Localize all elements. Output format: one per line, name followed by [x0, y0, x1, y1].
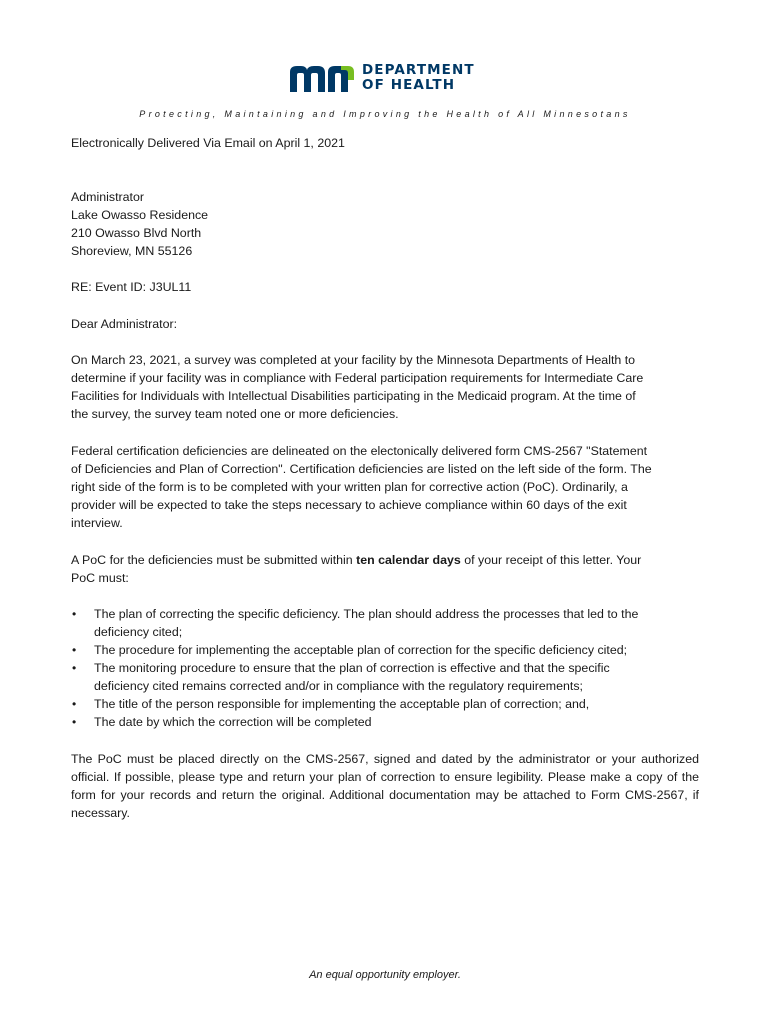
poc-text-before: A PoC for the deficiencies must be submitted within	[71, 553, 357, 567]
mn-logo-mark	[290, 66, 354, 92]
list-item: • The date by which the correction will be completed	[72, 715, 372, 729]
logo-line-of-health: OF HEALTH	[362, 77, 456, 93]
logo-text	[362, 63, 475, 93]
bullet-icon: •	[72, 661, 77, 675]
address-line: Shoreview, MN 55126	[71, 244, 193, 258]
paragraph-line	[71, 551, 699, 569]
paragraph-line: Facilities for Individuals with Intellectual Disabilities participating in the Medicaid program. At the time of	[71, 389, 636, 403]
re-line: RE: Event ID: J3UL11	[71, 280, 192, 294]
paragraph-line: PoC must:	[71, 571, 129, 585]
list-item: • The procedure for implementing the acceptable plan of correction for the specific deficiency cited;	[72, 643, 628, 657]
delivery-line: Electronically Delivered Via Email on April 1, 2021	[71, 136, 345, 150]
paragraph-poc-deadline	[71, 551, 699, 587]
bullet-icon: •	[72, 607, 77, 621]
list-item: • The plan of correcting the specific deficiency. The plan should address the processes that led to the deficiency cited;	[72, 607, 639, 639]
address-line: Administrator	[71, 190, 144, 204]
bullet-icon: •	[72, 643, 77, 657]
tagline: Protecting, Maintaining and Improving the Health of All Minnesotans	[139, 109, 631, 119]
paragraph-poc-instructions: The PoC must be placed directly on the CMS-2567, signed and dated by the administrator or your authorized official. If possible, please type and return your plan of correction to ensure legibility. Please make a copy of the form for your records and return the original. Additional documentation may be attached to Form CMS-2567, if necessary.	[71, 752, 699, 820]
paragraph-line: the survey, the survey team noted one or more deficiencies.	[71, 407, 399, 421]
logo-line-department: DEPARTMENT	[362, 62, 475, 78]
paragraph-line: On March 23, 2021, a survey was completed at your facility by the Minnesota Departments of Health to	[71, 353, 636, 367]
address-block	[71, 188, 701, 260]
salutation: Dear Administrator:	[71, 317, 178, 331]
poc-text-after: of your receipt of this letter. Your	[460, 553, 642, 567]
paragraph-deficiencies	[71, 442, 699, 532]
list-item: • The monitoring procedure to ensure that the plan of correction is effective and that the specific deficiency cited remains corrected and/or in compliance with the regulatory requirements;	[72, 661, 610, 693]
paragraph-line: provider will be expected to take the steps necessary to achieve compliance within 60 days of the exit	[71, 498, 627, 512]
poc-requirements-list	[71, 605, 699, 731]
bullet-icon: •	[72, 697, 77, 711]
mdh-logo	[290, 62, 490, 96]
footer-eeo: An equal opportunity employer.	[309, 969, 461, 981]
paragraph-line: determine if your facility was in compliance with Federal participation requirements for Intermediate Care	[71, 371, 644, 385]
bullet-icon: •	[72, 715, 77, 729]
address-line: 210 Owasso Blvd North	[71, 226, 202, 240]
paragraph-line: right side of the form is to be completed with your written plan for corrective action (PoC). Ordinarily, a	[71, 480, 628, 494]
paragraph-line: interview.	[71, 516, 123, 530]
paragraph-line: Federal certification deficiencies are delineated on the electonically delivered form CMS-2567 "Statement	[71, 444, 648, 458]
paragraph-survey	[71, 351, 699, 423]
poc-deadline-emphasis: ten calendar days	[356, 553, 461, 567]
list-item: • The title of the person responsible for implementing the acceptable plan of correction; and,	[72, 697, 590, 711]
address-line: Lake Owasso Residence	[71, 208, 209, 222]
paragraph-line: of Deficiencies and Plan of Correction". Certification deficiencies are listed on the left side of the form. The	[71, 462, 652, 476]
